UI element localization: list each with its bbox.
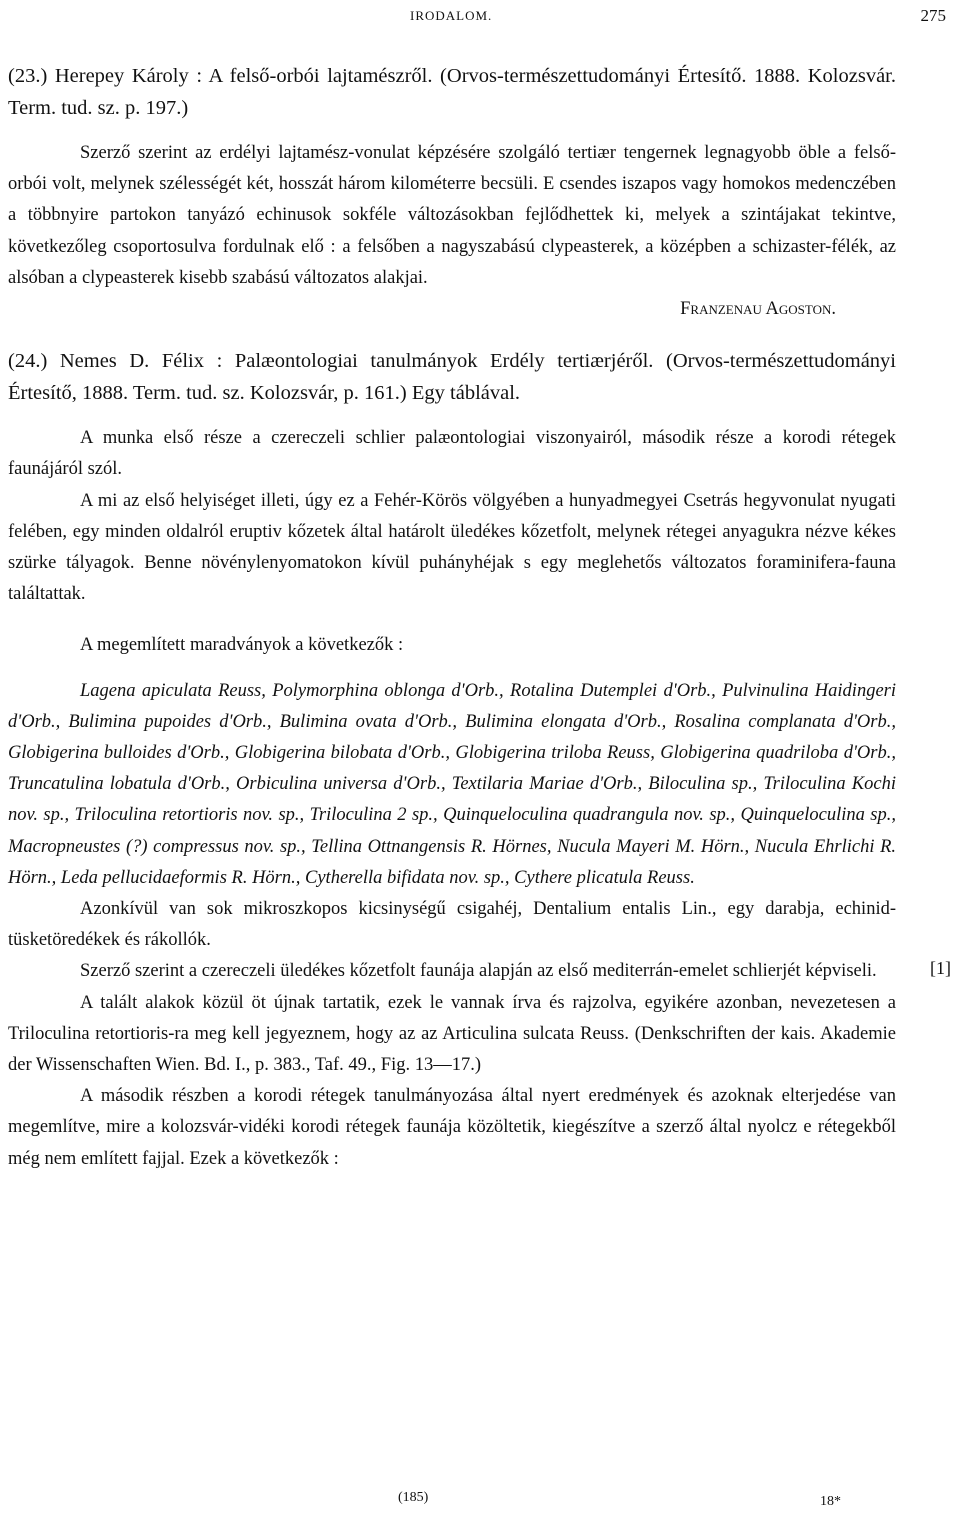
running-title: IRODALOM.: [410, 8, 493, 23]
entry-24-citation: (24.) Nemes D. Félix : Palæontologiai tanulmányok Erdély tertiærjéről. (Orvos-természettudományi Értesítő, 1888. Term. tud. sz. Kolozsvár, p. 161.) Egy táblával.: [8, 350, 896, 405]
page-footer: [0, 1490, 960, 1518]
entry-24-paragraph-7: A második részben a korodi rétegek tanulmányozása által nyert eredmények és azoknak elterjedése van megemlítve, mire a kolozsvár-vidéki korodi rétegek faunája közöltetik, kiegészítve a szerző által nyolcz e rétegekből még nem említett fajjal. Ezek a következők :: [8, 1086, 896, 1169]
entry-24-paragraph-4: Azonkívül van sok mikroszkopos kicsinységű csigahéj, Dentalium entalis Lin., egy darabja, echinid-tüsketöredékek és rákollók.: [8, 899, 896, 951]
page-number: 275: [920, 6, 946, 25]
entry-24-paragraph-5: Szerző szerint a czereczeli üledékes kőzetfolt faunája alapján az első mediterrán-emelet schlierjét képviseli.: [80, 961, 877, 982]
entry-24-paragraph-1: A munka első része a czereczeli schlier palæontologiai viszonyairól, második része a korodi rétegek faunájáról szól.: [8, 428, 896, 480]
entry-23-signature-row: [8, 294, 896, 325]
entry-24-paragraph-3: A megemlített maradványok a következők :: [80, 635, 404, 656]
footer-page-ref: (185): [398, 1490, 429, 1505]
entry-23-citation: (23.) Herepey Károly : A felső-orbói lajtamészről. (Orvos-természettudományi Értesítő. 1888. Kolozsvár. Term. tud. sz. p. 197.): [8, 65, 896, 119]
entry-23-signature: Franzenau Agoston.: [680, 299, 836, 320]
margin-note: [1]: [930, 958, 951, 978]
entry-24-paragraph-2: A mi az első helyiséget illeti, úgy ez a Fehér-Körös völgyében a hunyadmegyei Csetrás hegyvonulat nyugati felében, egy minden oldalról eruptiv kőzetek által határolt üledékes kőzetfolt, melynek rétegei anyagukra nézve kékes szürke tályagok. Benne növénylenyomatokon kívül puhányhéjak s egy meglehetős változatos foraminifera-fauna találtattak.: [8, 490, 896, 605]
entry-23-body: Szerző szerint az erdélyi lajtamész-vonulat képzésére szolgáló tertiær tengernek legnagyobb öble a felső-orbói volt, melynek szélességét két, hosszát három kilométerre becsüli. E csendes iszapos vagy homokos medenczében a többnyire partokon tanyázó echinusok sokféle változásokban fejlődhettek ki, melyek a szintájakat tekintve, következőleg csoportosulva fordulnak elő : a felsőben a nagyszabású clypeasterek, a középben a schizaster-félék, az alsóban a clypeasterek kisebb szabású változatos alakjai.: [8, 143, 896, 288]
species-list: Lagena apiculata Reuss, Polymorphina oblonga d'Orb., Rotalina Dutemplei d'Orb., Pulvinulina Haidingeri d'Orb., Bulimina pupoides d'Orb., Bulimina ovata d'Orb., Bulimina elongata d'Orb., Rosalina complanata d'Orb., Globigerina bulloides d'Orb., Globigerina bilobata d'Orb., Globigerina triloba Reuss, Globigerina quadriloba d'Orb., Truncatulina lobatula d'Orb., Orbiculina universa d'Orb., Textilaria Mariae d'Orb., Biloculina sp., Triloculina Kochi nov. sp., Triloculina retortioris nov. sp., Triloculina 2 sp., Quinqueloculina quadrangula nov. sp., Quinqueloculina sp., Macropneustes (?) compressus nov. sp., Tellina Ottnangensis R. Hörnes, Nucula Mayeri M. Hörn., Nucula Ehrlichi R. Hörn., Leda pellucidaeformis R. Hörn., Cytherella bifidata nov. sp., Cythere plicatula Reuss.: [8, 680, 896, 888]
entry-24-paragraph-6: A talált alakok közül öt újnak tartatik, ezek le vannak írva és rajzolva, egyikére azonban, nevezetesen a Triloculina retortioris-ra meg kell jegyeznem, hogy az az Articulina sulcata Reuss. (Denkschriften der kais. Akademie der Wissenschaften Wien. Bd. I., p. 383., Taf. 49., Fig. 13—17.): [8, 992, 896, 1076]
body-text: [8, 60, 896, 1175]
footer-signature-mark: 18*: [820, 1494, 841, 1509]
running-header: [0, 8, 960, 28]
